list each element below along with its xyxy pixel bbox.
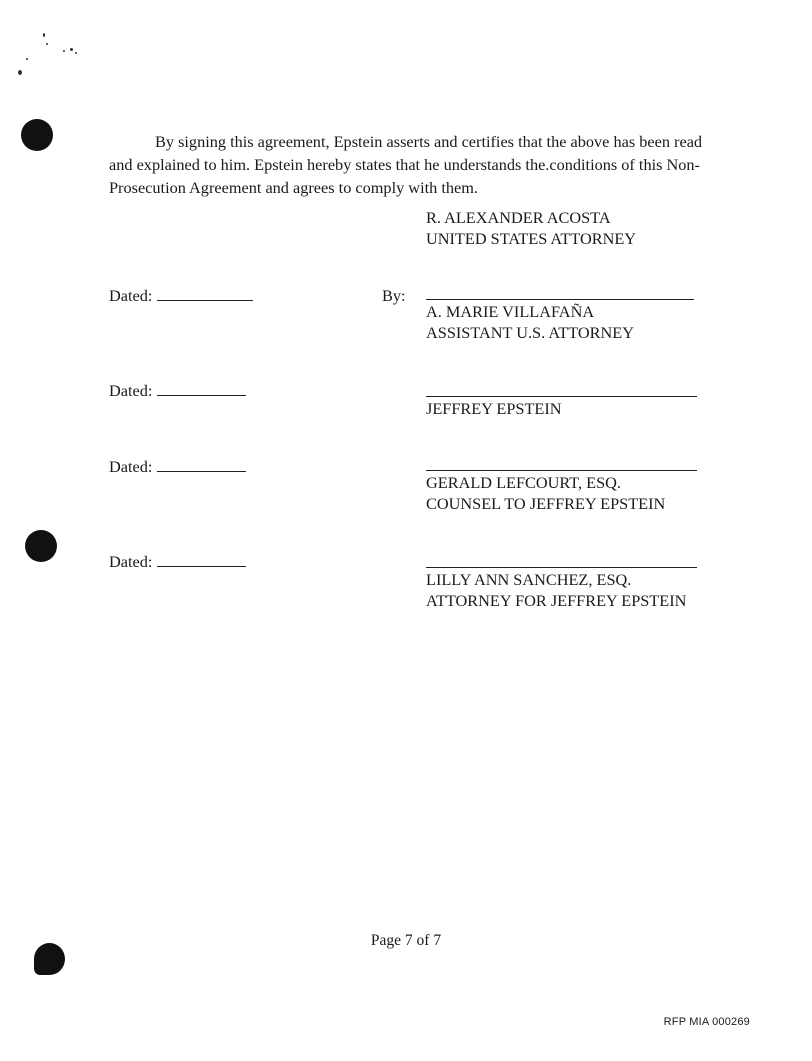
punch-hole-top — [21, 119, 53, 151]
punch-hole-middle — [25, 530, 57, 562]
signatory-title: COUNSEL TO JEFFREY EPSTEIN — [426, 494, 666, 513]
dated-label: Dated: — [109, 552, 153, 571]
scan-speck — [26, 58, 28, 60]
by-label: By: — [382, 286, 406, 305]
signature-line-2[interactable] — [426, 396, 697, 397]
signature-line-4[interactable] — [426, 567, 697, 568]
us-attorney-block — [426, 207, 726, 249]
dated-field-3 — [109, 457, 246, 477]
dated-field-2 — [109, 381, 246, 401]
page-number: Page 7 of 7 — [370, 932, 442, 949]
us-attorney-name: R. ALEXANDER ACOSTA — [426, 208, 611, 227]
signatory-title: ASSISTANT U.S. ATTORNEY — [426, 323, 634, 342]
date-blank-line[interactable] — [157, 457, 246, 472]
signatory-block-4 — [426, 569, 726, 611]
date-blank-line[interactable] — [157, 286, 253, 301]
scan-speck — [18, 70, 22, 75]
signatory-name: GERALD LEFCOURT, ESQ. — [426, 473, 622, 492]
scan-speck — [43, 33, 45, 37]
us-attorney-title: UNITED STATES ATTORNEY — [426, 229, 637, 248]
date-blank-line[interactable] — [157, 552, 246, 567]
signatory-block-1 — [426, 301, 726, 343]
scan-speck — [70, 48, 73, 51]
signatory-name: LILLY ANN SANCHEZ, ESQ. — [426, 570, 632, 589]
dated-label: Dated: — [109, 457, 153, 476]
scan-speck — [63, 50, 65, 52]
bates-number: RFP MIA 000269 — [663, 1016, 750, 1028]
signatory-block-3 — [426, 472, 726, 514]
signature-line-3[interactable] — [426, 470, 697, 471]
signatory-title: ATTORNEY FOR JEFFREY EPSTEIN — [426, 591, 687, 610]
signatory-name: A. MARIE VILLAFAÑA — [426, 302, 595, 321]
dated-label: Dated: — [109, 381, 153, 400]
signature-line-1[interactable] — [426, 299, 694, 300]
signatory-name: JEFFREY EPSTEIN — [426, 399, 562, 418]
date-blank-line[interactable] — [157, 381, 246, 396]
signatory-block-2 — [426, 398, 726, 419]
dated-label: Dated: — [109, 286, 153, 305]
agreement-paragraph — [109, 130, 705, 199]
dated-field-4 — [109, 552, 246, 572]
agreement-paragraph-text: By signing this agreement, Epstein asserts and certifies that the above has been read and explained to him. Epstein hereby states that he understands the.conditions of this Non-Prosecution Agreement and agrees to comply with them. — [109, 132, 703, 197]
dated-field-1 — [109, 286, 253, 306]
scan-speck — [75, 52, 77, 54]
scan-speck — [46, 43, 48, 45]
